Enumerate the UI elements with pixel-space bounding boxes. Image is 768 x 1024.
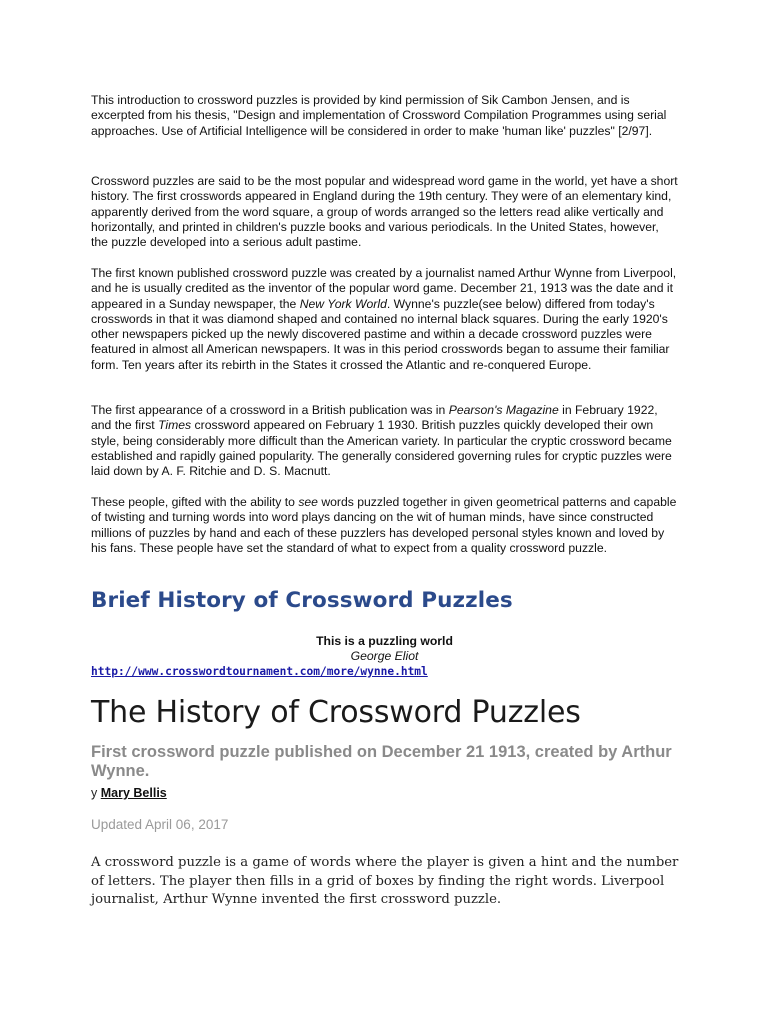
- epigraph: [91, 634, 678, 665]
- p4-text-b: in February 1922, and the first: [91, 403, 658, 433]
- intro-paragraph-2: [91, 174, 678, 250]
- emphasis-see: see: [298, 495, 318, 509]
- source-link[interactable]: http://www.crosswordtournament.com/more/wynne.html: [91, 665, 428, 678]
- author-link[interactable]: Mary Bellis: [100, 786, 167, 800]
- times-title: Times: [158, 418, 192, 433]
- byline: [91, 786, 167, 800]
- article-subtitle: First crossword puzzle published on December 21 1913, created by Arthur Wynne.: [91, 743, 672, 780]
- epigraph-quote: This is a puzzling world: [316, 634, 453, 648]
- article-body: A crossword puzzle is a game of words where the player is given a hint and the number of letters. The player then fills in a grid of boxes by finding the right words. Liverpool journalist, Arthur Wynne invented the first crossword puzzle.: [91, 855, 679, 907]
- byline-prefix: y: [91, 786, 101, 800]
- intro-paragraph-3: [91, 266, 678, 373]
- intro-paragraph-5: [91, 495, 678, 556]
- magazine-title: Pearson's Magazine: [448, 403, 559, 417]
- p5-text-a: These people, gifted with the ability to: [91, 495, 299, 509]
- p3-text-b: . Wynne's puzzle(see below) differed from today's crosswords in that it was diamond shaped and contained no internal black squares. During the early 1920's other newspapers picked up the newly discovered pastime and within a decade crossword puzzles were featured in almost all American newspapers. It was in this period crosswords began to assume their familiar form. Ten years after its rebirth in the States it crossed the Atlantic and re-conquered Europe.: [91, 296, 670, 372]
- newspaper-title: New York World: [299, 296, 387, 311]
- article-title: The History of Crossword Puzzles: [91, 695, 581, 730]
- intro-paragraph-2-text: Crossword puzzles are said to be the most popular and widespread word game in the world, yet have a short history. The first crosswords appeared in England during the 19th century. They were of an elementary kind, apparently derived from the word square, a group of words arranged so the letters read alike vertically and horizontally, and printed in children's puzzle books and various periodicals. In the United States, however, the puzzle developed into a serious adult pastime.: [91, 174, 678, 250]
- intro-paragraph-1-text: This introduction to crossword puzzles is provided by kind permission of Sik Cambon Jensen, and is excerpted from his thesis, "Design and implementation of Crossword Compilation Programmes using serial approaches. Use of Artificial Intelligence will be considered in order to make 'human like' puzzles" [2/97].: [91, 93, 667, 138]
- intro-paragraph-4: [91, 403, 678, 479]
- intro-paragraph-1: [91, 93, 678, 139]
- p4-text-c: crossword appeared on February 1 1930. British puzzles quickly developed their own style, being considerably more difficult than the American variety. In particular the cryptic crossword became established and rapidly gained popularity. The generally considered governing rules for cryptic puzzles were laid down by A. F. Ritchie and D. S. Macnutt.: [91, 418, 672, 479]
- brief-history-heading: Brief History of Crossword Puzzles: [91, 588, 513, 613]
- epigraph-author: George Eliot: [350, 649, 419, 664]
- p4-text-a: The first appearance of a crossword in a British publication was in: [91, 403, 449, 417]
- p5-text-b: words puzzled together in given geometrical patterns and capable of twisting and turning words into word plays dancing on the wit of human minds, have since constructed millions of puzzles by hand and each of these puzzlers has developed personal styles known and loved by his fans. These people have set the standard of what to expect from a quality crossword puzzle.: [91, 495, 677, 555]
- updated-date: Updated April 06, 2017: [91, 817, 229, 832]
- p3-text-a: The first known published crossword puzzle was created by a journalist named Arthur Wynne from Liverpool, and he is usually credited as the inventor of the popular word game. December 21, 1913 was the date and it appeared in a Sunday newspaper, the: [91, 266, 677, 311]
